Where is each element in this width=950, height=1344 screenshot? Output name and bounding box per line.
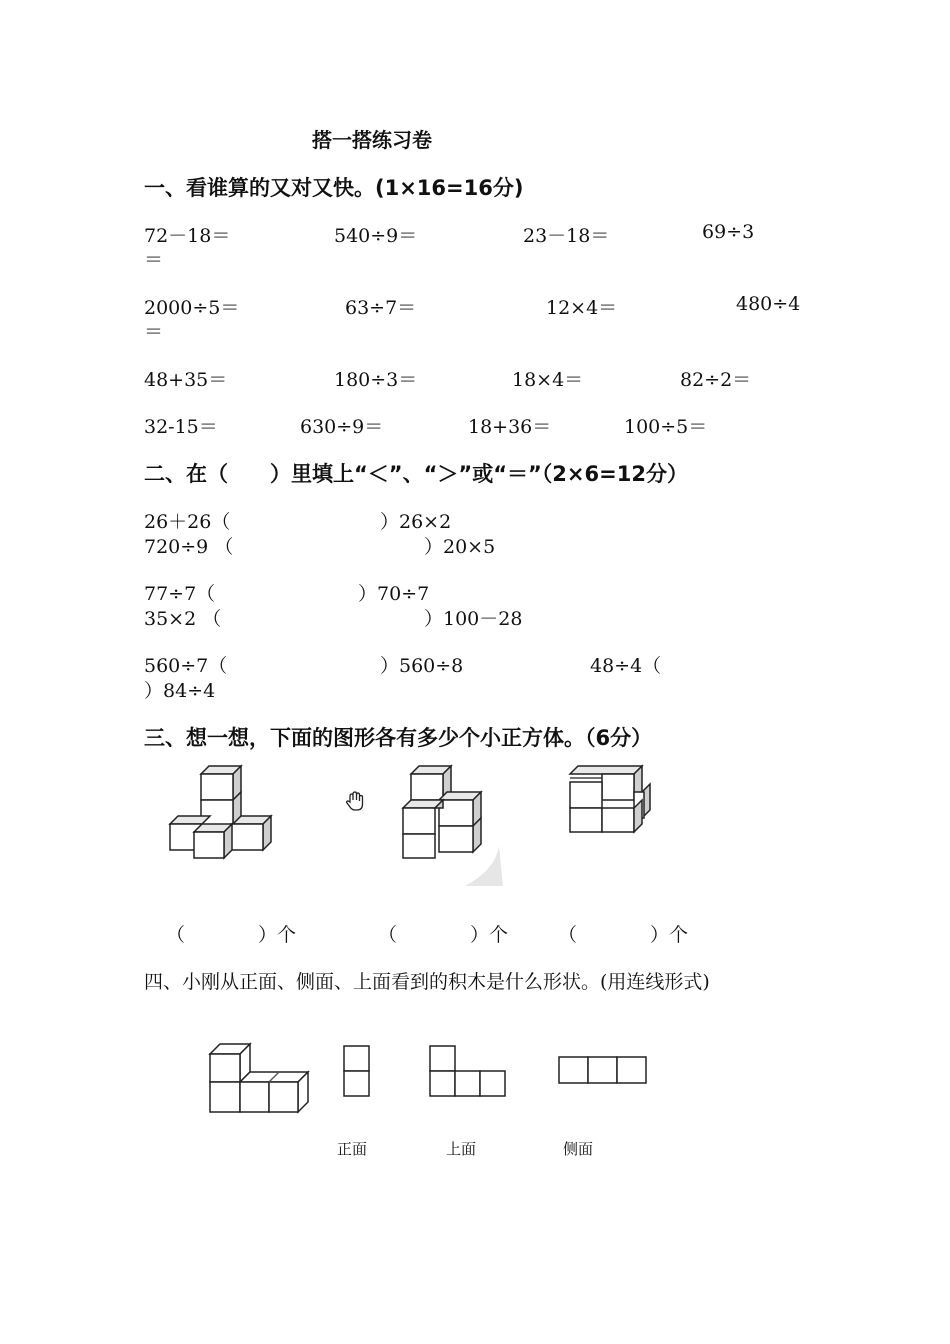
compare-right: ）26×2: [380, 511, 452, 533]
calc-item: 48+35＝: [144, 369, 228, 391]
compare-right: ）560÷8: [380, 655, 464, 677]
answer-open: （: [558, 924, 578, 946]
section2-heading: 二、在（ ）里填上“＜”、“＞”或“＝”（2×6=12分）: [144, 462, 688, 486]
calc-item: 12×4＝: [546, 297, 618, 319]
calc-item: 540÷9＝: [334, 225, 418, 247]
answer-close: ）个: [258, 924, 297, 946]
answer-open: （: [166, 924, 186, 946]
side-view-shape: [558, 1056, 650, 1086]
calc-item: 18+36＝: [468, 416, 552, 438]
block-figure: [205, 1040, 315, 1122]
hand-cursor-icon: [344, 790, 366, 812]
section3-heading: 三、想一想，下面的图形各有多少个小正方体。（6分）: [144, 726, 653, 750]
compare-left: 560÷7（: [144, 655, 228, 677]
answer-close: ）个: [470, 924, 509, 946]
calc-item: 2000÷5＝: [144, 297, 240, 319]
calc-item-wrap: ＝: [144, 321, 164, 343]
compare-right: ）20×5: [424, 536, 496, 558]
compare-right: ）70÷7: [358, 583, 430, 605]
calc-item: 480÷4: [736, 293, 801, 315]
calc-item: 23－18＝: [523, 225, 610, 247]
compare-left: 720÷9 （: [144, 536, 234, 558]
section1-heading: 一、看谁算的又对又快。(1×16=16分): [144, 176, 524, 200]
compare-left: 26＋26（: [144, 511, 231, 533]
compare-left: 35×2 （: [144, 608, 222, 630]
calc-item-wrap: ＝: [144, 249, 164, 271]
calc-item: 32-15＝: [144, 416, 218, 438]
calc-item: 69÷3: [702, 221, 755, 243]
calc-item: 180÷3＝: [334, 369, 418, 391]
calc-item: 18×4＝: [512, 369, 584, 391]
front-view-shape: [343, 1045, 371, 1099]
compare-wrap: ）84÷4: [144, 680, 216, 702]
cube-figure-2: [395, 760, 515, 890]
calc-item: 82÷2＝: [680, 369, 752, 391]
compare-left: 48÷4（: [590, 655, 662, 677]
calc-item: 72－18＝: [144, 225, 231, 247]
view-label-side: 侧面: [563, 1140, 594, 1158]
answer-close: ）个: [650, 924, 689, 946]
page-title: 搭一搭练习卷: [312, 128, 432, 152]
top-view-shape: [429, 1045, 509, 1099]
cube-figure-1: [160, 760, 280, 865]
answer-open: （: [378, 924, 398, 946]
view-label-front: 正面: [337, 1140, 368, 1158]
section4-heading: 四、小刚从正面、侧面、上面看到的积木是什么形状。(用连线形式): [144, 971, 710, 993]
cube-figure-3: [560, 760, 670, 840]
calc-item: 100÷5＝: [624, 416, 708, 438]
compare-right: ）100－28: [424, 608, 523, 630]
compare-left: 77÷7（: [144, 583, 216, 605]
calc-item: 630÷9＝: [300, 416, 384, 438]
calc-item: 63÷7＝: [345, 297, 417, 319]
view-label-top: 上面: [446, 1140, 477, 1158]
